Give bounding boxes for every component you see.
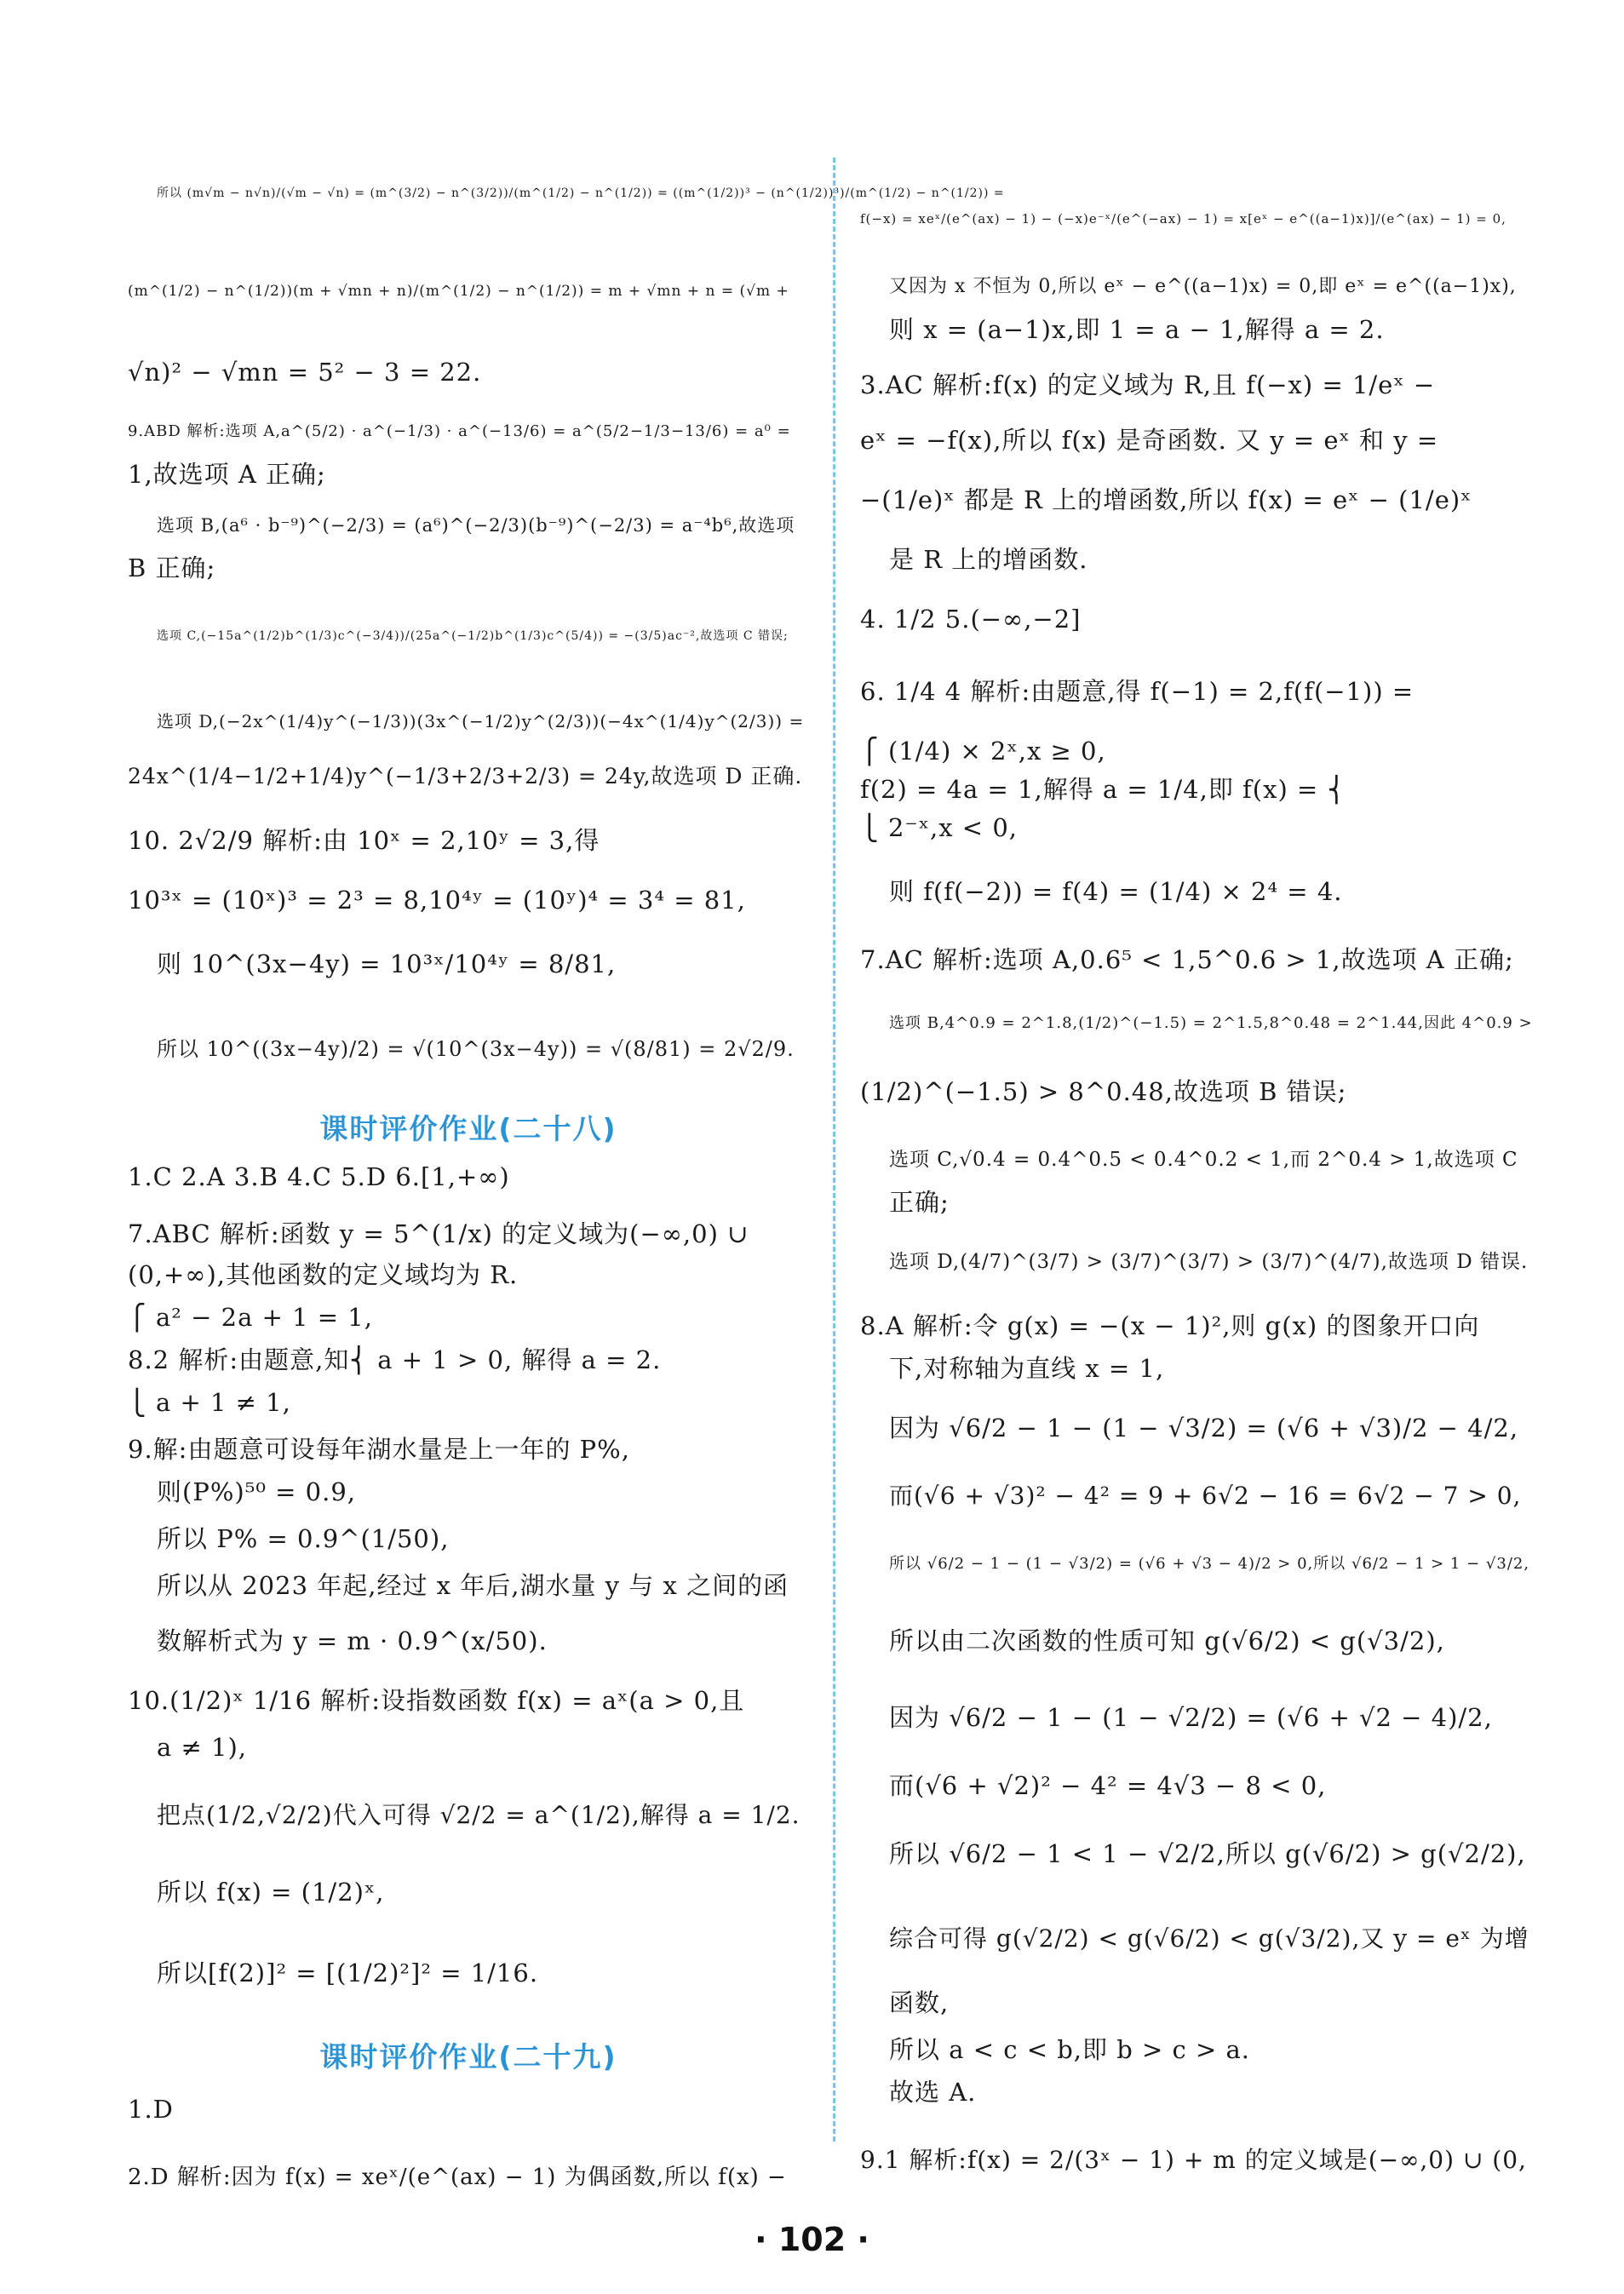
text-line: 函数, — [889, 1988, 950, 2017]
text-line: 因为 √6/2 − 1 − (1 − √3/2) = (√6 + √3)/2 − 4/2, — [889, 1414, 1519, 1442]
text-line: √n)² − √mn = 5² − 3 = 22. — [128, 358, 482, 387]
text-line: 所以 10^((3x−4y)/2) = √(10^(3x−4y)) = √(8/81) = 2√2/9. — [157, 1037, 795, 1061]
section-title: 课时评价作业(二十八) — [319, 1112, 617, 1145]
text-line: 又因为 x 不恒为 0,所以 eˣ − e^((a−1)x) = 0,即 eˣ = e^((a−1)x), — [889, 276, 1517, 297]
text-line: ⎧ (1/4) × 2ˣ,x ≥ 0, — [860, 737, 1106, 766]
text-line: 1.D — [128, 2095, 174, 2124]
text-line: 6. 1/4 4 解析:由题意,得 f(−1) = 2,f(f(−1)) = — [860, 677, 1415, 706]
text-line: f(−x) = xeˣ/(e^(ax) − 1) − (−x)e⁻ˣ/(e^(−ax) − 1) = x[eˣ − e^((a−1)x)]/(e^(ax) − 1) = 0, — [860, 211, 1506, 227]
text-line: 3.AC 解析:f(x) 的定义域为 R,且 f(−x) = 1/eˣ − — [860, 370, 1436, 399]
text-line: 9.ABD 解析:选项 A,a^(5/2) · a^(−1/3) · a^(−13/6) = a^(5/2−1/3−13/6) = a⁰ = — [128, 422, 791, 440]
text-line: ⎧ a² − 2a + 1 = 1, — [128, 1303, 373, 1332]
text-line: 选项 C,(−15a^(1/2)b^(1/3)c^(−3/4))/(25a^(−1/2)b^(1/3)c^(5/4)) = −(3/5)ac⁻²,故选项 C 错误; — [157, 629, 789, 643]
text-line: 9.1 解析:f(x) = 2/(3ˣ − 1) + m 的定义域是(−∞,0) ∪ (0, — [860, 2146, 1527, 2174]
text-line: 所以从 2023 年起,经过 x 年后,湖水量 y 与 x 之间的函 — [157, 1571, 789, 1600]
text-line: 7.AC 解析:选项 A,0.6⁵ < 1,5^0.6 > 1,故选项 A 正确; — [860, 945, 1514, 974]
text-line: 则 10^(3x−4y) = 10³ˣ/10⁴ʸ = 8/81, — [157, 949, 617, 978]
text-line: 9.解:由题意可设每年湖水量是上一年的 P%, — [128, 1435, 630, 1464]
text-line: 4. 1/2 5.(−∞,−2] — [860, 605, 1082, 634]
text-line: 则(P%)⁵⁰ = 0.9, — [157, 1477, 357, 1506]
text-line: 下,对称轴为直线 x = 1, — [889, 1354, 1165, 1383]
text-line: 1,故选项 A 正确; — [128, 460, 326, 489]
text-line: 8.A 解析:令 g(x) = −(x − 1)²,则 g(x) 的图象开口向 — [860, 1311, 1480, 1340]
text-line: 10³ˣ = (10ˣ)³ = 2³ = 8,10⁴ʸ = (10ʸ)⁴ = 3⁴ = 81, — [128, 886, 746, 915]
text-line: 是 R 上的增函数. — [889, 545, 1088, 574]
text-line: 因为 √6/2 − 1 − (1 − √2/2) = (√6 + √2 − 4)/2, — [889, 1703, 1493, 1732]
text-line: ⎩ 2⁻ˣ,x < 0, — [860, 813, 1018, 842]
text-line: 选项 C,√0.4 = 0.4^0.5 < 0.4^0.2 < 1,而 2^0.4 > 1,故选项 C — [889, 1149, 1518, 1171]
text-line: 则 f(f(−2)) = f(4) = (1/4) × 2⁴ = 4. — [889, 877, 1343, 906]
text-line: f(2) = 4a = 1,解得 a = 1/4,即 f(x) = ⎨ — [860, 775, 1347, 804]
page-number: · 102 · — [755, 2221, 869, 2258]
text-line: 而(√6 + √3)² − 4² = 9 + 6√2 − 16 = 6√2 − 7 > 0, — [889, 1482, 1522, 1510]
text-line: 10. 2√2/9 解析:由 10ˣ = 2,10ʸ = 3,得 — [128, 826, 600, 855]
text-line: eˣ = −f(x),所以 f(x) 是奇函数. 又 y = eˣ 和 y = — [860, 426, 1439, 455]
text-line: 8.2 解析:由题意,知⎨ a + 1 > 0, 解得 a = 2. — [128, 1345, 662, 1374]
text-line: 选项 B,4^0.9 = 2^1.8,(1/2)^(−1.5) = 2^1.5,8^0.48 = 2^1.44,因此 4^0.9 > — [889, 1014, 1533, 1032]
text-line: 综合可得 g(√2/2) < g(√6/2) < g(√3/2),又 y = eˣ 为增 — [889, 1924, 1529, 1953]
column-divider — [833, 158, 835, 2142]
text-line: (1/2)^(−1.5) > 8^0.48,故选项 B 错误; — [860, 1077, 1347, 1106]
text-line: 数解析式为 y = m · 0.9^(x/50). — [157, 1626, 548, 1655]
text-line: a ≠ 1), — [157, 1733, 248, 1762]
text-line: 选项 D,(4/7)^(3/7) > (3/7)^(3/7) > (3/7)^(4/7),故选项 D 错误. — [889, 1251, 1529, 1273]
text-line: B 正确; — [128, 553, 216, 582]
text-line: 所以由二次函数的性质可知 g(√6/2) < g(√3/2), — [889, 1626, 1445, 1655]
text-line: 选项 B,(a⁶ · b⁻⁹)^(−2/3) = (a⁶)^(−2/3)(b⁻⁹)^(−2/3) = a⁻⁴b⁶,故选项 — [157, 515, 795, 536]
text-line: 1.C 2.A 3.B 4.C 5.D 6.[1,+∞) — [128, 1162, 510, 1191]
text-line: (0,+∞),其他函数的定义域均为 R. — [128, 1260, 519, 1289]
text-line: 所以 (m√m − n√n)/(√m − √n) = (m^(3/2) − n^(3/2))/(m^(1/2) − n^(1/2)) = ((m^(1/2))³ − (n^(1/2))³)/(m^(1/2) − n^(1/2)) = — [157, 186, 1005, 200]
text-line: 10.(1/2)ˣ 1/16 解析:设指数函数 f(x) = aˣ(a > 0,且 — [128, 1686, 745, 1715]
text-line: (m^(1/2) − n^(1/2))(m + √mn + n)/(m^(1/2) − n^(1/2)) = m + √mn + n = (√m + — [128, 283, 789, 300]
text-line: 所以 f(x) = (1/2)ˣ, — [157, 1878, 385, 1907]
text-line: 所以[f(2)]² = [(1/2)²]² = 1/16. — [157, 1959, 539, 1987]
text-line: 所以 a < c < b,即 b > c > a. — [889, 2035, 1251, 2064]
text-line: 把点(1/2,√2/2)代入可得 √2/2 = a^(1/2),解得 a = 1/2. — [157, 1801, 801, 1829]
text-line: 而(√6 + √2)² − 4² = 4√3 − 8 < 0, — [889, 1771, 1327, 1800]
text-line: 7.ABC 解析:函数 y = 5^(1/x) 的定义域为(−∞,0) ∪ — [128, 1219, 749, 1248]
text-line: 正确; — [889, 1188, 950, 1217]
text-line: 所以 √6/2 − 1 − (1 − √3/2) = (√6 + √3 − 4)/2 > 0,所以 √6/2 − 1 > 1 − √3/2, — [889, 1555, 1530, 1573]
section-title: 课时评价作业(二十九) — [319, 2040, 617, 2073]
text-line: ⎩ a + 1 ≠ 1, — [128, 1388, 291, 1417]
text-line: 所以 P% = 0.9^(1/50), — [157, 1524, 450, 1553]
text-line: 选项 D,(−2x^(1/4)y^(−1/3))(3x^(−1/2)y^(2/3))(−4x^(1/4)y^(2/3)) = — [157, 711, 805, 731]
text-line: 2.D 解析:因为 f(x) = xeˣ/(e^(ax) − 1) 为偶函数,所以 f(x) − — [128, 2165, 787, 2190]
text-line: 则 x = (a−1)x,即 1 = a − 1,解得 a = 2. — [889, 315, 1385, 344]
text-line: 24x^(1/4−1/2+1/4)y^(−1/3+2/3+2/3) = 24y,故选项 D 正确. — [128, 764, 803, 789]
text-line: 故选 A. — [889, 2078, 977, 2107]
text-line: −(1/e)ˣ 都是 R 上的增函数,所以 f(x) = eˣ − (1/e)ˣ — [860, 485, 1472, 514]
text-line: 所以 √6/2 − 1 < 1 − √2/2,所以 g(√6/2) > g(√2/2), — [889, 1839, 1526, 1868]
